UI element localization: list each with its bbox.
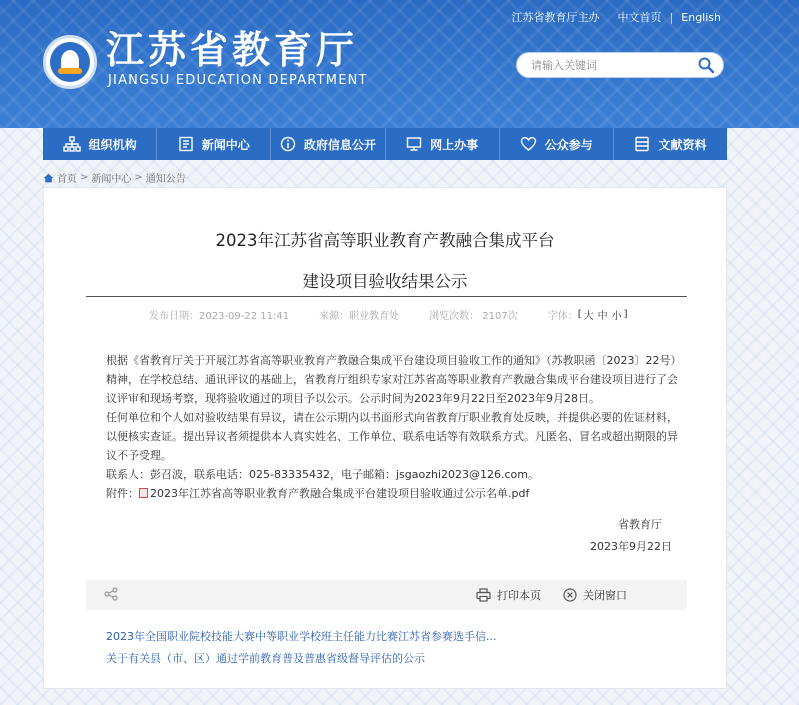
site-subtitle: JIANGSU EDUCATION DEPARTMENT <box>108 73 368 88</box>
search-icon[interactable] <box>697 56 715 74</box>
related-link[interactable]: 2023年全国职业院校技能大赛中等职业学校班主任能力比赛江苏省参赛选手信... <box>106 630 497 643</box>
pdf-icon <box>139 488 148 498</box>
site-title[interactable]: 江苏省教育厅 <box>106 28 359 72</box>
site-header <box>0 0 799 128</box>
top-links: 江苏省教育厅主办 中文首页 | English <box>511 10 721 24</box>
breadcrumb-home[interactable]: 首页 <box>57 174 77 185</box>
nav-label: 公众参与 <box>544 137 593 152</box>
news-icon <box>178 136 194 152</box>
breadcrumb: 首页 > 新闻中心 > 通知公告 <box>43 170 186 185</box>
publish-date: 发布日期：2023-09-22 11:41 <box>149 311 290 322</box>
nav-label: 组织机构 <box>88 137 137 152</box>
related-link[interactable]: 关于有关县（市、区）通过学前教育普及普惠省级督导评估的公示 <box>106 652 425 665</box>
paragraph-1: 根据《省教育厅关于开展江苏省高等职业教育产教融合集成平台建设项目验收工作的通知》（苏教职函〔2023〕22号）精神，在学校总结、通讯评议的基础上，省教育厅组织专家对江苏省高等职业教育产教融合集成平台建设项目进行了会议评审和现场考察，现将验收通过的项目予以公示。公示时间为2023年9月22日至2023年9月28日。 <box>106 354 682 405</box>
nav-item-participate[interactable] <box>500 128 614 160</box>
sponsor-text: 江苏省教育厅主办 <box>511 11 600 24</box>
article-panel <box>43 187 727 689</box>
font-size-medium[interactable]: 中 <box>597 311 608 322</box>
article-title-line1: 2023年江苏省高等职业教育产教融合集成平台 <box>215 231 555 250</box>
view-count: 浏览次数： 2107次 <box>429 311 518 322</box>
english-link[interactable]: English <box>681 10 721 24</box>
print-button[interactable] <box>476 587 541 603</box>
close-icon <box>563 588 577 602</box>
article-body <box>86 351 687 503</box>
search-input[interactable] <box>517 53 687 77</box>
search-box <box>516 52 724 78</box>
docs-icon <box>634 136 650 152</box>
share-icon[interactable] <box>104 587 118 604</box>
info-icon <box>280 136 296 152</box>
paragraph-2: 任何单位和个人如对验收结果有异议，请在公示期内以书面形式向省教育厅职业教育处反映，并提供必要的佐证材料，以便核实查证。提出异议者须提供本人真实姓名、工作单位、联系电话等有效联系方式。凡匿名、冒名或超出期限的异议不予受理。 <box>106 411 678 462</box>
nav-item-news[interactable] <box>157 128 271 160</box>
attachment-label: 附件： <box>106 487 139 500</box>
home-link[interactable]: 中文首页 <box>617 11 662 24</box>
attachment-link[interactable]: 2023年江苏省高等职业教育产教融合集成平台建设项目验收通过公示名单.pdf <box>150 487 530 500</box>
article-toolbar <box>86 580 687 610</box>
title-divider <box>86 296 687 297</box>
org-icon <box>63 136 81 152</box>
nav-item-info[interactable] <box>271 128 385 160</box>
breadcrumb-news[interactable]: 新闻中心 <box>91 174 132 185</box>
print-label: 打印本页 <box>497 589 541 602</box>
breadcrumb-notice[interactable]: 通知公告 <box>145 174 186 185</box>
site-logo-icon[interactable] <box>43 35 97 89</box>
font-size-label: 字体： <box>547 311 578 322</box>
font-size-small[interactable]: 小 <box>611 311 622 322</box>
printer-icon <box>476 588 491 602</box>
nav-label: 网上办事 <box>430 137 479 152</box>
monitor-icon <box>406 136 422 152</box>
home-icon <box>43 173 54 183</box>
nav-label: 新闻中心 <box>201 137 250 152</box>
article-source: 来源：职业教育处 <box>319 311 400 322</box>
nav-label: 文献资料 <box>658 137 707 152</box>
close-window-button[interactable] <box>563 587 627 603</box>
signature-org: 省教育厅 <box>618 518 662 531</box>
nav-item-docs[interactable] <box>614 128 727 160</box>
article-title-line2: 建设项目验收结果公示 <box>302 272 468 291</box>
main-nav <box>43 128 727 160</box>
attachment-line <box>86 484 687 503</box>
nav-item-service[interactable] <box>386 128 500 160</box>
signature-date: 2023年9月22日 <box>590 540 672 553</box>
font-size-large[interactable]: 大 <box>583 311 594 322</box>
nav-label: 政府信息公开 <box>303 137 376 152</box>
close-label: 关闭窗口 <box>583 589 627 602</box>
heart-icon <box>520 136 537 152</box>
contact-line: 联系人：彭召波，联系电话：025-83335432，电子邮箱：jsgaozhi2023@126.com。 <box>106 468 539 481</box>
nav-item-org[interactable] <box>43 128 157 160</box>
article-meta: 发布日期：2023-09-22 11:41 来源：职业教育处 浏览次数： 2107次 字体： [ 大 中 小 ] <box>149 309 628 322</box>
